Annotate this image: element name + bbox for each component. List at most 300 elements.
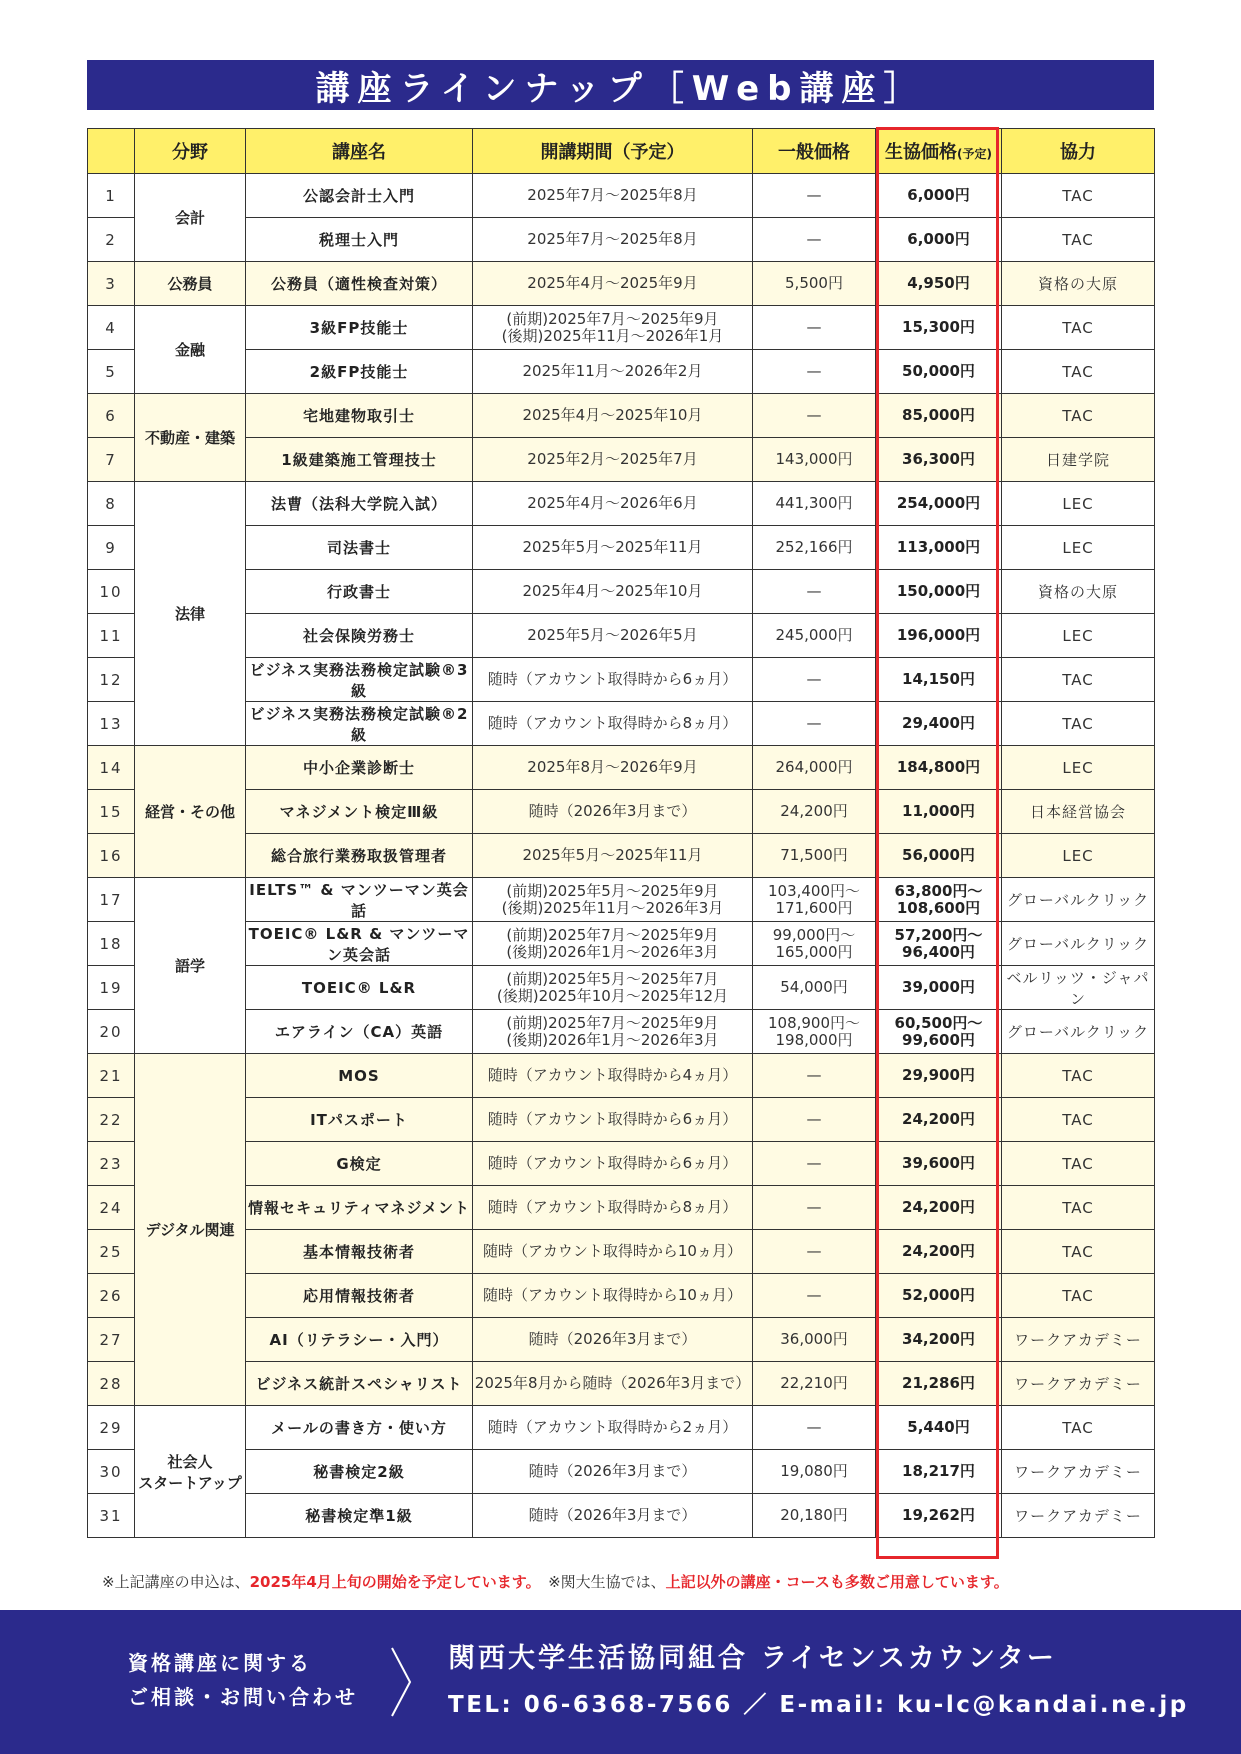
partner-name: TAC xyxy=(1002,702,1155,746)
partner-name: 資格の大原 xyxy=(1002,262,1155,306)
general-price xyxy=(753,1054,876,1098)
table-body xyxy=(88,174,1155,1538)
course-name: ITパスポート xyxy=(246,1098,473,1142)
header-partner: 協力 xyxy=(1002,129,1155,174)
course-name: 総合旅行業務取扱管理者 xyxy=(246,834,473,878)
table-row xyxy=(88,966,1155,1010)
course-name: 1級建築施工管理技士 xyxy=(246,438,473,482)
row-number: 30 xyxy=(88,1450,135,1494)
course-name: TOEIC® L&R xyxy=(246,966,473,1010)
row-number: 8 xyxy=(88,482,135,526)
general-price-line: 71,500円 xyxy=(780,846,848,864)
coop-price xyxy=(876,614,1002,658)
course-name: 中小企業診断士 xyxy=(246,746,473,790)
partner-name: TAC xyxy=(1002,350,1155,394)
coop-price xyxy=(876,746,1002,790)
general-price-line: — xyxy=(806,1066,822,1084)
general-price xyxy=(753,482,876,526)
general-price-line: — xyxy=(806,230,822,248)
row-number: 23 xyxy=(88,1142,135,1186)
course-name: 公務員（適性検査対策） xyxy=(246,262,473,306)
coop-price-line: 39,600円 xyxy=(902,1154,975,1172)
header-coop-price-label: 生協価格 xyxy=(885,142,957,163)
general-price xyxy=(753,966,876,1010)
table-row xyxy=(88,1054,1155,1098)
table-row xyxy=(88,526,1155,570)
course-name: MOS xyxy=(246,1054,473,1098)
course-name: AI（リテラシー・入門） xyxy=(246,1318,473,1362)
organization-name: 関西大学生活協同組合 ライセンスカウンター xyxy=(448,1643,1057,1674)
course-period xyxy=(473,1186,753,1230)
course-period xyxy=(473,746,753,790)
course-period-line: (後期)2025年11月～2026年3月 xyxy=(501,898,724,917)
table-row xyxy=(88,218,1155,262)
table-row xyxy=(88,1318,1155,1362)
table-row xyxy=(88,174,1155,218)
partner-name: LEC xyxy=(1002,746,1155,790)
coop-price-line: 19,262円 xyxy=(902,1506,975,1524)
course-period xyxy=(473,1450,753,1494)
course-period-line: 2025年4月～2025年10月 xyxy=(522,582,703,600)
general-price-line: — xyxy=(806,1110,822,1128)
table-row xyxy=(88,702,1155,746)
chevron-right-icon xyxy=(388,1644,416,1720)
coop-price-line: 14,150円 xyxy=(902,670,975,688)
general-price xyxy=(753,262,876,306)
coop-price-line: 29,400円 xyxy=(902,714,975,732)
general-price-line: 19,080円 xyxy=(780,1462,848,1480)
row-number: 9 xyxy=(88,526,135,570)
header-num xyxy=(88,129,135,174)
header-period: 開講期間（予定） xyxy=(473,129,753,174)
coop-price xyxy=(876,966,1002,1010)
general-price xyxy=(753,834,876,878)
field-category: 会計 xyxy=(135,174,246,262)
course-name: マネジメント検定Ⅲ級 xyxy=(246,790,473,834)
general-price xyxy=(753,790,876,834)
table-row xyxy=(88,306,1155,350)
coop-price-line: 52,000円 xyxy=(902,1286,975,1304)
course-period-line: 2025年5月～2026年5月 xyxy=(527,626,698,644)
coop-price xyxy=(876,922,1002,966)
course-period-line: 2025年2月～2025年7月 xyxy=(527,450,698,468)
row-number: 7 xyxy=(88,438,135,482)
course-period xyxy=(473,1362,753,1406)
course-period-line: 随時（アカウント取得時から10ヵ月） xyxy=(483,1286,742,1304)
course-period-line: 随時（アカウント取得時から10ヵ月） xyxy=(483,1242,742,1260)
row-number: 24 xyxy=(88,1186,135,1230)
table-row xyxy=(88,394,1155,438)
course-period-line: 随時（アカウント取得時から2ヵ月） xyxy=(487,1418,738,1436)
course-period xyxy=(473,878,753,922)
general-price-line: 36,000円 xyxy=(780,1330,848,1348)
course-period-line: 2025年7月～2025年8月 xyxy=(527,230,698,248)
coop-price-line: 6,000円 xyxy=(907,230,970,248)
general-price-line: 245,000円 xyxy=(775,626,853,644)
row-number: 6 xyxy=(88,394,135,438)
partner-name: TAC xyxy=(1002,218,1155,262)
row-number: 15 xyxy=(88,790,135,834)
general-price xyxy=(753,1098,876,1142)
row-number: 17 xyxy=(88,878,135,922)
coop-price-line: 150,000円 xyxy=(896,582,981,600)
field-category: デジタル関連 xyxy=(135,1054,246,1406)
partner-name: TAC xyxy=(1002,1406,1155,1450)
general-price-line: — xyxy=(806,670,822,688)
course-period-line: (前期)2025年7月～2025年9月 xyxy=(506,1013,719,1032)
course-period-line: 随時（アカウント取得時から8ヵ月） xyxy=(487,714,738,732)
table-row xyxy=(88,1406,1155,1450)
course-name: 司法書士 xyxy=(246,526,473,570)
general-price-line: 198,000円 xyxy=(775,1030,853,1049)
general-price xyxy=(753,1274,876,1318)
course-name: 行政書士 xyxy=(246,570,473,614)
coop-price-line: 11,000円 xyxy=(902,802,975,820)
course-period-line: 随時（アカウント取得時から4ヵ月） xyxy=(487,1066,738,1084)
coop-price xyxy=(876,1142,1002,1186)
course-period xyxy=(473,350,753,394)
partner-name: 日本経営協会 xyxy=(1002,790,1155,834)
row-number: 12 xyxy=(88,658,135,702)
general-price xyxy=(753,922,876,966)
table-row xyxy=(88,790,1155,834)
course-name: 3級FP技能士 xyxy=(246,306,473,350)
partner-name: 日建学院 xyxy=(1002,438,1155,482)
course-period xyxy=(473,1010,753,1054)
coop-price-line: 15,300円 xyxy=(902,318,975,336)
coop-price xyxy=(876,262,1002,306)
partner-name: TAC xyxy=(1002,1274,1155,1318)
general-price xyxy=(753,1318,876,1362)
general-price xyxy=(753,570,876,614)
coop-price xyxy=(876,1186,1002,1230)
general-price-line: — xyxy=(806,362,822,380)
row-number: 25 xyxy=(88,1230,135,1274)
consult-line-1: 資格講座に関する xyxy=(128,1651,312,1675)
course-period-line: (前期)2025年5月～2025年7月 xyxy=(506,969,719,988)
course-name: 公認会計士入門 xyxy=(246,174,473,218)
row-number: 28 xyxy=(88,1362,135,1406)
course-period xyxy=(473,1230,753,1274)
general-price xyxy=(753,394,876,438)
coop-price-line: 18,217円 xyxy=(902,1462,975,1480)
partner-name: TAC xyxy=(1002,306,1155,350)
footnote xyxy=(102,1571,1009,1592)
general-price xyxy=(753,614,876,658)
coop-price-line: 196,000円 xyxy=(896,626,981,644)
footnote-text-2: ※関大生協では、 xyxy=(533,1573,666,1591)
coop-price xyxy=(876,1450,1002,1494)
course-period xyxy=(473,966,753,1010)
general-price-line: 441,300円 xyxy=(775,494,853,512)
course-period xyxy=(473,1142,753,1186)
course-period-line: 随時（2026年3月まで） xyxy=(528,1330,697,1348)
course-period-line: (後期)2026年1月～2026年3月 xyxy=(506,942,719,961)
coop-price xyxy=(876,394,1002,438)
course-period xyxy=(473,1494,753,1538)
coop-price xyxy=(876,1274,1002,1318)
table-row xyxy=(88,614,1155,658)
partner-name: LEC xyxy=(1002,482,1155,526)
general-price-line: 165,000円 xyxy=(775,942,853,961)
coop-price-line: 50,000円 xyxy=(902,362,975,380)
general-price xyxy=(753,218,876,262)
coop-price xyxy=(876,218,1002,262)
general-price xyxy=(753,878,876,922)
coop-price xyxy=(876,1318,1002,1362)
coop-price-line: 184,800円 xyxy=(896,758,981,776)
table-row xyxy=(88,1494,1155,1538)
footer-contact-band xyxy=(0,1610,1241,1754)
table-row xyxy=(88,834,1155,878)
coop-price xyxy=(876,1230,1002,1274)
course-name: ビジネス実務法務検定試験®3級 xyxy=(246,658,473,702)
course-name: エアライン（CA）英語 xyxy=(246,1010,473,1054)
course-period xyxy=(473,218,753,262)
course-period xyxy=(473,922,753,966)
general-price xyxy=(753,1494,876,1538)
general-price xyxy=(753,306,876,350)
coop-price-line: 56,000円 xyxy=(902,846,975,864)
coop-price xyxy=(876,526,1002,570)
general-price xyxy=(753,1010,876,1054)
general-price-line: — xyxy=(806,1154,822,1172)
coop-price-line: 6,000円 xyxy=(907,186,970,204)
general-price-line: — xyxy=(806,406,822,424)
general-price-line: — xyxy=(806,1198,822,1216)
table-row xyxy=(88,262,1155,306)
general-price xyxy=(753,658,876,702)
field-category: 不動産・建築 xyxy=(135,394,246,482)
row-number: 19 xyxy=(88,966,135,1010)
coop-price-line: 113,000円 xyxy=(896,538,981,556)
coop-price-line: 29,900円 xyxy=(902,1066,975,1084)
partner-name: TAC xyxy=(1002,394,1155,438)
partner-name: LEC xyxy=(1002,834,1155,878)
general-price-line: — xyxy=(806,1418,822,1436)
general-price xyxy=(753,1362,876,1406)
general-price-line: 5,500円 xyxy=(785,274,843,292)
consult-line-2: ご相談・お問い合わせ xyxy=(128,1685,358,1709)
row-number: 27 xyxy=(88,1318,135,1362)
table-row xyxy=(88,350,1155,394)
general-price xyxy=(753,746,876,790)
general-price xyxy=(753,526,876,570)
course-period xyxy=(473,482,753,526)
coop-price xyxy=(876,1098,1002,1142)
course-period-line: 2025年4月～2026年6月 xyxy=(527,494,698,512)
partner-name: グローバルクリック xyxy=(1002,1010,1155,1054)
general-price xyxy=(753,1230,876,1274)
general-price xyxy=(753,1450,876,1494)
course-period-line: 2025年5月～2025年11月 xyxy=(522,846,703,864)
course-period xyxy=(473,438,753,482)
coop-price xyxy=(876,482,1002,526)
header-general-price: 一般価格 xyxy=(753,129,876,174)
coop-price-line: 24,200円 xyxy=(902,1242,975,1260)
general-price-line: 143,000円 xyxy=(775,450,853,468)
coop-price-line: 5,440円 xyxy=(907,1418,970,1436)
partner-name: ベルリッツ・ジャパン xyxy=(1002,966,1155,1010)
coop-price-line: 96,400円 xyxy=(902,942,975,961)
field-category: 金融 xyxy=(135,306,246,394)
coop-price-line: 24,200円 xyxy=(902,1198,975,1216)
general-price-line: 20,180円 xyxy=(780,1506,848,1524)
course-name: 宅地建物取引士 xyxy=(246,394,473,438)
course-name: IELTS™ & マンツーマン英会話 xyxy=(246,878,473,922)
row-number: 18 xyxy=(88,922,135,966)
partner-name: ワークアカデミー xyxy=(1002,1318,1155,1362)
course-period-line: 2025年11月～2026年2月 xyxy=(522,362,703,380)
course-period-line: (後期)2026年1月～2026年3月 xyxy=(506,1030,719,1049)
course-period xyxy=(473,790,753,834)
table-row xyxy=(88,1186,1155,1230)
general-price-line: 99,000円～ xyxy=(772,925,856,944)
field-category-line: 社会人 xyxy=(167,1452,213,1471)
general-price-line: — xyxy=(806,714,822,732)
general-price-line: — xyxy=(806,1286,822,1304)
course-name: 情報セキュリティマネジメント xyxy=(246,1186,473,1230)
coop-price xyxy=(876,1362,1002,1406)
coop-price xyxy=(876,1406,1002,1450)
partner-name: ワークアカデミー xyxy=(1002,1362,1155,1406)
course-period xyxy=(473,702,753,746)
header-coop-price-note: (予定) xyxy=(957,147,992,161)
row-number: 4 xyxy=(88,306,135,350)
table-header-row xyxy=(88,129,1155,174)
course-period-line: 随時（アカウント取得時から8ヵ月） xyxy=(487,1198,738,1216)
coop-price xyxy=(876,350,1002,394)
course-name: ビジネス統計スペシャリスト xyxy=(246,1362,473,1406)
coop-price-line: 4,950円 xyxy=(907,274,970,292)
row-number: 21 xyxy=(88,1054,135,1098)
row-number: 13 xyxy=(88,702,135,746)
table-row xyxy=(88,570,1155,614)
field-category: 経営・その他 xyxy=(135,746,246,878)
coop-price-line: 57,200円～ xyxy=(894,925,983,944)
coop-price xyxy=(876,790,1002,834)
coop-price xyxy=(876,702,1002,746)
general-price-line: 103,400円～ xyxy=(767,881,861,900)
field-category xyxy=(135,1406,246,1538)
general-price-line: 24,200円 xyxy=(780,802,848,820)
row-number: 14 xyxy=(88,746,135,790)
course-period-line: (前期)2025年7月～2025年9月 xyxy=(506,925,719,944)
course-period xyxy=(473,834,753,878)
footnote-other-courses: 上記以外の講座・コースも多数ご用意しています。 xyxy=(665,1573,1009,1591)
general-price xyxy=(753,438,876,482)
header-coop-price xyxy=(876,129,1002,174)
table-row xyxy=(88,922,1155,966)
course-name: メールの書き方・使い方 xyxy=(246,1406,473,1450)
course-period-line: 2025年8月から随時（2026年3月まで） xyxy=(474,1374,751,1392)
course-period-line: 随時（2026年3月まで） xyxy=(528,802,697,820)
table-row xyxy=(88,1098,1155,1142)
course-name: 秘書検定2級 xyxy=(246,1450,473,1494)
table-row xyxy=(88,658,1155,702)
row-number: 16 xyxy=(88,834,135,878)
course-period-line: 随時（2026年3月まで） xyxy=(528,1506,697,1524)
field-category-line: スタートアップ xyxy=(138,1473,242,1492)
course-period-line: 2025年7月～2025年8月 xyxy=(527,186,698,204)
general-price xyxy=(753,1142,876,1186)
general-price-line: 108,900円～ xyxy=(767,1013,861,1032)
partner-name: TAC xyxy=(1002,1186,1155,1230)
coop-price-line: 39,000円 xyxy=(902,978,975,996)
coop-price xyxy=(876,1494,1002,1538)
table-row xyxy=(88,1142,1155,1186)
course-name: TOEIC® L&R & マンツーマン英会話 xyxy=(246,922,473,966)
general-price xyxy=(753,702,876,746)
course-period xyxy=(473,1406,753,1450)
general-price xyxy=(753,174,876,218)
course-period-line: 2025年4月～2025年10月 xyxy=(522,406,703,424)
general-price-line: — xyxy=(806,582,822,600)
general-price-line: 54,000円 xyxy=(780,978,848,996)
course-period xyxy=(473,174,753,218)
course-period-line: 随時（アカウント取得時から6ヵ月） xyxy=(487,1110,738,1128)
general-price-line: 252,166円 xyxy=(775,538,853,556)
partner-name: LEC xyxy=(1002,614,1155,658)
course-name: 基本情報技術者 xyxy=(246,1230,473,1274)
row-number: 1 xyxy=(88,174,135,218)
course-period-line: 随時（アカウント取得時から6ヵ月） xyxy=(487,670,738,688)
coop-price xyxy=(876,658,1002,702)
row-number: 22 xyxy=(88,1098,135,1142)
partner-name: TAC xyxy=(1002,1098,1155,1142)
coop-price-line: 24,200円 xyxy=(902,1110,975,1128)
course-name: ビジネス実務法務検定試験®2級 xyxy=(246,702,473,746)
coop-price xyxy=(876,570,1002,614)
coop-price-line: 85,000円 xyxy=(902,406,975,424)
course-name: 応用情報技術者 xyxy=(246,1274,473,1318)
course-period xyxy=(473,526,753,570)
field-category: 語学 xyxy=(135,878,246,1054)
course-period xyxy=(473,394,753,438)
page-title: 講座ラインナップ［Web講座］ xyxy=(87,60,1154,110)
row-number: 11 xyxy=(88,614,135,658)
course-name: 2級FP技能士 xyxy=(246,350,473,394)
table-row xyxy=(88,1274,1155,1318)
partner-name: TAC xyxy=(1002,1054,1155,1098)
row-number: 20 xyxy=(88,1010,135,1054)
course-period xyxy=(473,1274,753,1318)
general-price-line: — xyxy=(806,186,822,204)
course-period xyxy=(473,614,753,658)
partner-name: グローバルクリック xyxy=(1002,922,1155,966)
partner-name: TAC xyxy=(1002,658,1155,702)
coop-price xyxy=(876,878,1002,922)
partner-name: ワークアカデミー xyxy=(1002,1494,1155,1538)
consult-heading xyxy=(128,1646,358,1714)
table-row xyxy=(88,1362,1155,1406)
row-number: 10 xyxy=(88,570,135,614)
general-price-line: 264,000円 xyxy=(775,758,853,776)
partner-name: ワークアカデミー xyxy=(1002,1450,1155,1494)
partner-name: LEC xyxy=(1002,526,1155,570)
footnote-text-1: ※上記講座の申込は、 xyxy=(102,1573,250,1591)
row-number: 29 xyxy=(88,1406,135,1450)
course-period xyxy=(473,1318,753,1362)
course-period-line: (前期)2025年7月～2025年9月 xyxy=(506,309,719,328)
course-period xyxy=(473,1098,753,1142)
table-row xyxy=(88,1450,1155,1494)
contact-info: TEL: 06-6368-7566 ／ E-mail: ku-lc@kandai.ne.jp xyxy=(448,1692,1189,1718)
table-row xyxy=(88,438,1155,482)
table-row xyxy=(88,1010,1155,1054)
row-number: 31 xyxy=(88,1494,135,1538)
coop-price-line: 254,000円 xyxy=(896,494,981,512)
